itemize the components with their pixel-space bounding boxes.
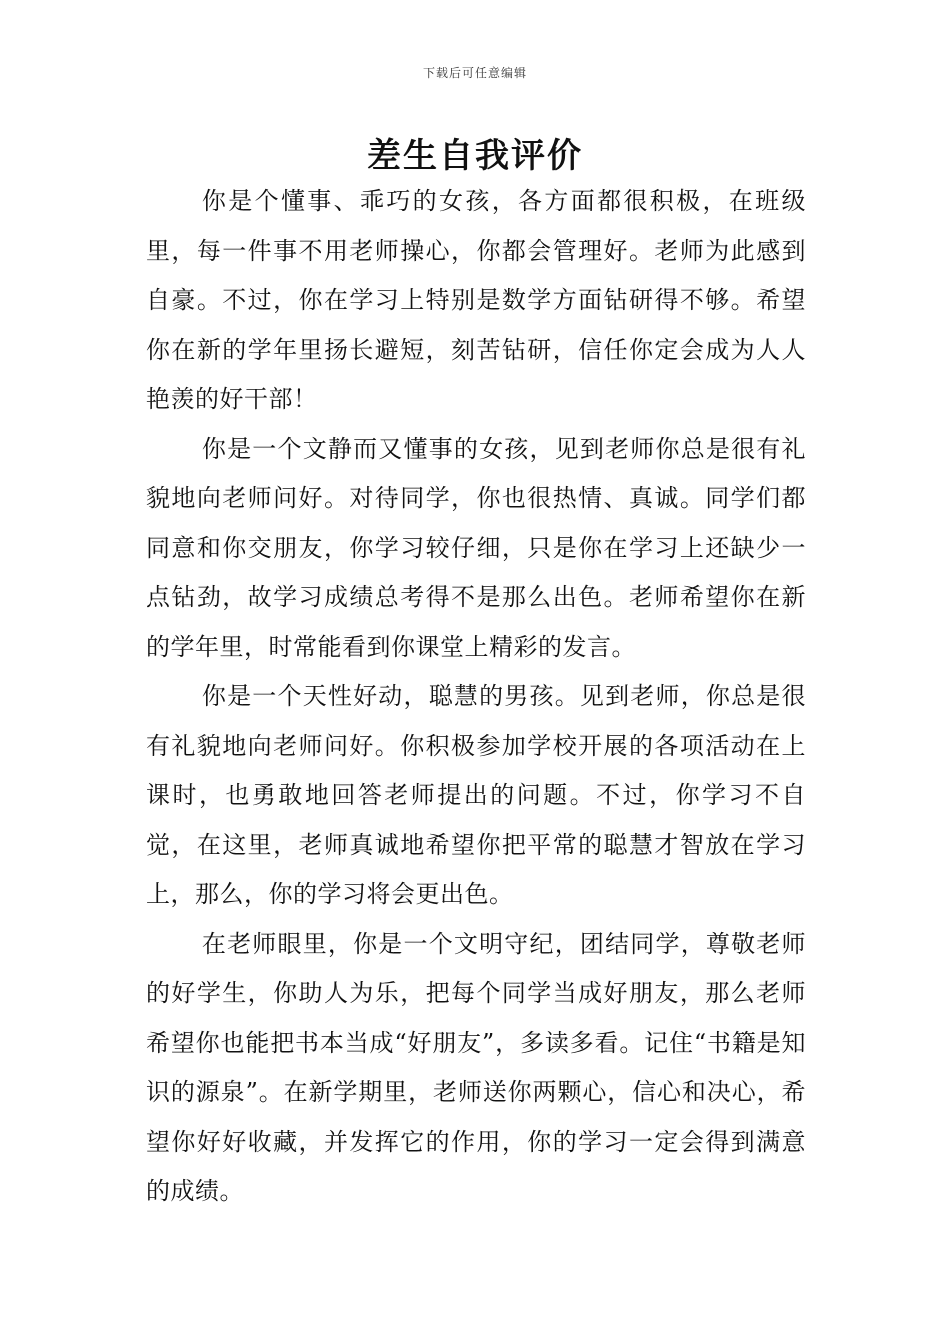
page-header-note: 下载后可任意编辑	[422, 66, 527, 80]
paragraph-2: 你是一个文静而又懂事的女孩，见到老师你总是很有礼貌地向老师问好。对待同学，你也很热情、真诚。同学们都同意和你交朋友，你学习较仔细，只是你在学习上还缺少一点钻劲，故学习成绩总考得不是那么出色。老师希望你在新的学年里，时常能看到你课堂上精彩的发言。	[146, 434, 806, 661]
paragraph-3: 你是一个天性好动，聪慧的男孩。见到老师，你总是很有礼貌地向老师问好。你积极参加学校开展的各项活动在上课时，也勇敢地回答老师提出的问题。不过，你学习不自觉，在这里，老师真诚地希望你把平常的聪慧才智放在学习上，那么，你的学习将会更出色。	[146, 682, 806, 908]
paragraph-1: 你是个懂事、乖巧的女孩，各方面都很积极，在班级里，每一件事不用老师操心，你都会管理好。老师为此感到自豪。不过，你在学习上特别是数学方面钻研得不够。希望你在新的学年里扬长避短，刻苦钻研，信任你定会成为人人艳羡的好干部！	[146, 187, 806, 413]
paragraph-4: 在老师眼里，你是一个文明守纪，团结同学，尊敬老师的好学生，你助人为乐，把每个同学当成好朋友，那么老师希望你也能把书本当成“好朋友”，多读多看。记住“书籍是知识的源泉”。在新学期里，老师送你两颗心，信心和决心，希望你好好收藏，并发挥它的作用，你的学习一定会得到满意的成绩。	[146, 929, 806, 1205]
document-body	[146, 177, 806, 1217]
document-title: 差生自我评价	[367, 136, 583, 176]
